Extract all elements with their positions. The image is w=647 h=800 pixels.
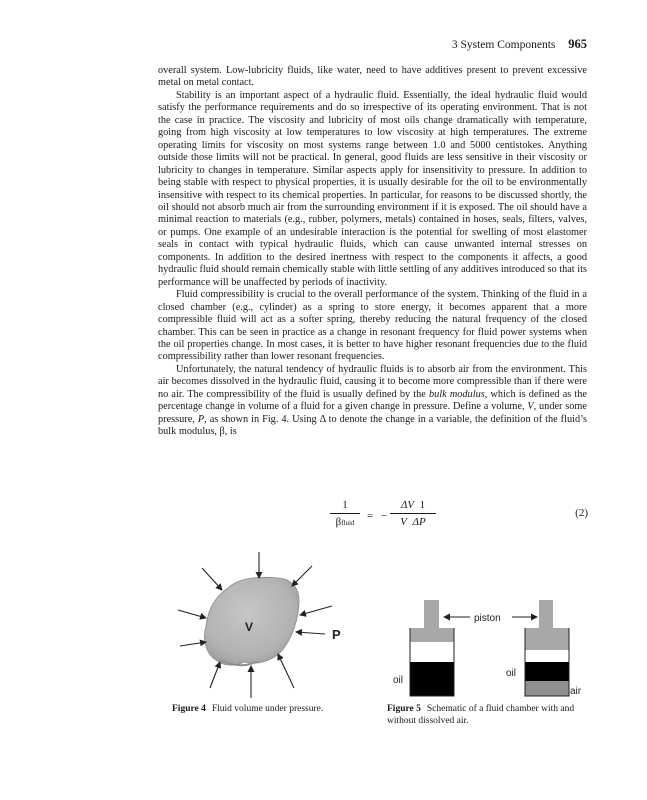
oil-fill bbox=[410, 662, 454, 696]
figure-4-label: Figure 4 bbox=[172, 704, 206, 714]
figure-5-label: Figure 5 bbox=[387, 704, 421, 714]
delta-p: ΔP bbox=[412, 516, 426, 528]
bulk-modulus-term: bulk modulus, bbox=[428, 388, 488, 400]
pressure-label: P bbox=[332, 627, 341, 642]
equation-rhs-denominator bbox=[390, 516, 436, 528]
page-header bbox=[452, 37, 587, 52]
body-text bbox=[158, 65, 587, 439]
chamber-without-dissolved-air bbox=[525, 600, 569, 696]
oil-fill bbox=[525, 662, 569, 681]
paragraph-4-part-a: Unfortunately, the natural tendency of hydraulic fluids is to absorb air from the environment. This air becomes dissolved in the hydraulic fluid, causing it to become more compressible than if there were no air. The compressibility of the fluid is usually defined by the bbox=[158, 363, 587, 400]
chamber-with-dissolved-air bbox=[410, 600, 454, 696]
variable-v: V bbox=[527, 401, 534, 413]
equals-sign: = bbox=[367, 510, 374, 522]
variable-p: P bbox=[197, 413, 205, 425]
equation-rhs-fraction bbox=[390, 499, 436, 528]
figures-illustration bbox=[160, 548, 600, 704]
air-fill bbox=[525, 681, 569, 696]
arrow-icon bbox=[202, 568, 222, 590]
equation-2 bbox=[300, 497, 590, 541]
paragraph-4-part-b: which is defined as the percentage change in volume of a fluid for a given change in pressure. Define a volume, bbox=[158, 388, 587, 413]
piston-head bbox=[525, 628, 569, 650]
figure-5-caption bbox=[387, 704, 595, 727]
beta-subscript: fluid bbox=[341, 519, 355, 527]
arrow-icon bbox=[278, 654, 294, 688]
air-label: air bbox=[570, 686, 582, 697]
equation-rhs-numerator bbox=[390, 499, 436, 511]
figure-4-caption-text: Fluid volume under pressure. bbox=[211, 704, 324, 714]
delta-v: ΔV bbox=[400, 499, 415, 511]
fraction-bar bbox=[390, 513, 436, 514]
piston-rod bbox=[539, 600, 553, 628]
rhs-one: 1 bbox=[419, 499, 426, 511]
paragraph-3: Fluid compressibility is crucial to the overall performance of the system. Thinking of the fluid in a closed chamber (e.g., cylinder) as a spring to store energy, it becomes apparent that a more compressible fluid will act as a softer spring, thereby reducing the natural frequency of the closed chamber. This can be seen in practice as a change in resonant frequency for fluid power systems when the oil properties change. In most cases, it is better to have higher resonant frequencies due to the fluid compressibility rather than lower resonant frequencies. bbox=[158, 289, 587, 363]
equation-number: (2) bbox=[575, 507, 588, 519]
figure-4-drawing bbox=[178, 552, 341, 698]
figure-4-caption bbox=[172, 704, 362, 716]
paragraph-4-part-c: , under some pressure, bbox=[158, 401, 587, 425]
arrow-icon bbox=[300, 606, 332, 615]
volume-label: V bbox=[245, 620, 254, 634]
paragraph-2: Stability is an important aspect of a hydraulic fluid. Essentially, the ideal hydraulic fluid would satisfy the performance requirements and do so irrespective of its operating environment. That is not the case in practice. The viscosity and lubricity of most oils change dramatically with temperature, going from high viscosity at low temperatures to low viscosity at high temperatures. The extreme operating limits for viscosity on most systems range between 1.0 and 5000 centistokes. Anything outside those limits will not be practical. In general, good fluids are less sensitive in their viscosity or lubricity to changes in temperature. Similar aspects apply for insensitivity to pressure. In addition to being stable with respect to physical properties, it is usually desirable for the oil to be environmentally insensitive with respect to its chemical properties. In particular, for reasons to be discussed shortly, the oil should not absorb much air from the surrounding environment if it is exposed. The oil should have a minimal reaction to materials (e.g., rubber, polymers, metals) contained in hoses, seals, filters, valves, or pumps. One example of an undesirable interaction is the potential for swelling of most elastomer seals in contact with typical hydraulic fluids, which can cause unwanted internal stresses on components. In addition to the desired inertness with respect to the components it affects, a good hydraulic fluid should remain chemically stable with little settling of any additives introduced so that its performance will be unaffected by periods of inactivity. bbox=[158, 89, 587, 288]
equation-lhs-fraction bbox=[330, 499, 360, 528]
arrow-icon bbox=[178, 610, 206, 618]
paragraph-1: overall system. Low-lubricity fluids, like water, need to have additives present to prevent excessive metal on metal contact. bbox=[158, 65, 587, 89]
arrow-icon bbox=[180, 642, 206, 646]
beta-symbol: β bbox=[335, 516, 342, 528]
paragraph-4 bbox=[158, 364, 587, 439]
denominator-v: V bbox=[400, 516, 408, 528]
figure-5-caption-text: Schematic of a fluid chamber with and without dissolved air. bbox=[387, 704, 575, 726]
piston-head bbox=[410, 628, 454, 642]
section-title: 3 System Components bbox=[451, 39, 556, 51]
piston-rod bbox=[424, 600, 439, 628]
arrow-icon bbox=[210, 662, 220, 688]
paragraph-4-part-d: , as shown in Fig. 4. Using Δ to denote the change in a variable, the definition of the fluid’s bulk modulus, β, is bbox=[158, 413, 587, 438]
oil-label-left: oil bbox=[393, 675, 404, 686]
arrow-icon bbox=[296, 632, 325, 634]
page-number: 965 bbox=[568, 37, 587, 51]
fraction-bar bbox=[330, 513, 360, 514]
oil-label-right: oil bbox=[506, 668, 517, 679]
equation-lhs-numerator: 1 bbox=[342, 499, 348, 511]
equation-lhs-denominator bbox=[330, 516, 360, 528]
minus-sign: − bbox=[381, 510, 388, 522]
arrow-icon bbox=[292, 566, 312, 586]
piston-label: piston bbox=[474, 613, 501, 624]
figure-5-drawing bbox=[393, 600, 582, 697]
